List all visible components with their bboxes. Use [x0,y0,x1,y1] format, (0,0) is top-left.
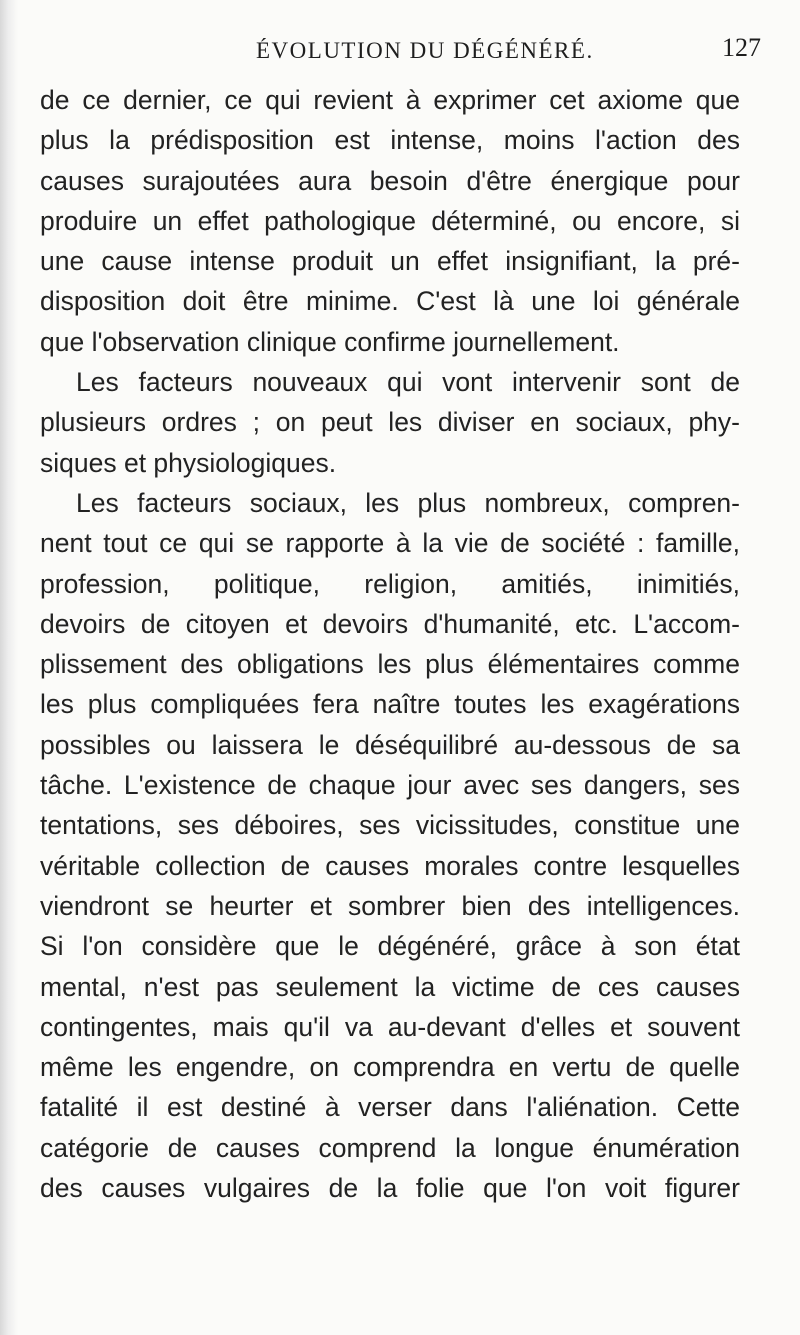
text-line: Les facteurs sociaux, les plus nombreux, compren- [76,487,740,518]
text-line: tâche. L'existence de chaque jour avec ses dangers, ses [40,770,740,801]
text-line: disposition doit être minime. C'est là une loi générale [40,286,740,317]
text-line: Les facteurs nouveaux qui vont intervenir sont de [76,367,740,398]
binding-shadow [0,0,18,1335]
text-line: mental, n'est pas seulement la victime de ces causes [40,971,740,1002]
text-line: possibles ou laissera le déséquilibré au-dessous de sa [40,729,740,760]
text-line: plissement des obligations les plus élémentaires comme [40,649,740,680]
running-title: ÉVOLUTION DU DÉGÉNÉRÉ. [256,38,594,63]
text-line: que l'observation clinique confirme journellement. [40,326,620,357]
text-line: fatalité il est destiné à verser dans l'aliénation. Cette [40,1092,740,1123]
text-line: viendront se heurter et sombrer bien des intelligences. [40,890,740,921]
text-line: Si l'on considère que le dégénéré, grâce à son état [40,931,740,962]
page-number: 127 [722,33,761,62]
text-line: plus la prédisposition est intense, moins l'action des [40,125,740,156]
text-line: véritable collection de causes morales contre lesquelles [40,850,740,881]
text-line: nent tout ce qui se rapporte à la vie de société : famille, [40,528,740,559]
text-line: profession, politique, religion, amitiés, inimitiés, [40,568,740,599]
body-text [40,80,740,1208]
text-line: causes surajoutées aura besoin d'être énergique pour [40,165,740,196]
text-line: produire un effet pathologique déterminé, ou encore, si [40,205,740,236]
text-line: de ce dernier, ce qui revient à exprimer cet axiome que [40,85,740,115]
text-line: catégorie de causes comprend la longue énumération [40,1132,740,1163]
text-line: plusieurs ordres ; on peut les diviser en sociaux, phy- [40,407,740,438]
text-line: les plus compliquées fera naître toutes les exagérations [40,689,740,720]
text-line: une cause intense produit un effet insignifiant, la pré- [40,246,740,277]
text-line: devoirs de citoyen et devoirs d'humanité, etc. L'accom- [40,608,740,639]
text-line: tentations, ses déboires, ses vicissitudes, constitue une [40,810,740,841]
text-line: des causes vulgaires de la folie que l'on voit figurer [40,1173,740,1204]
text-line: contingentes, mais qu'il va au-devant d'elles et souvent [40,1011,740,1042]
text-line: même les engendre, on comprendra en vertu de quelle [40,1052,740,1083]
text-line: siques et physiologiques. [40,447,337,478]
